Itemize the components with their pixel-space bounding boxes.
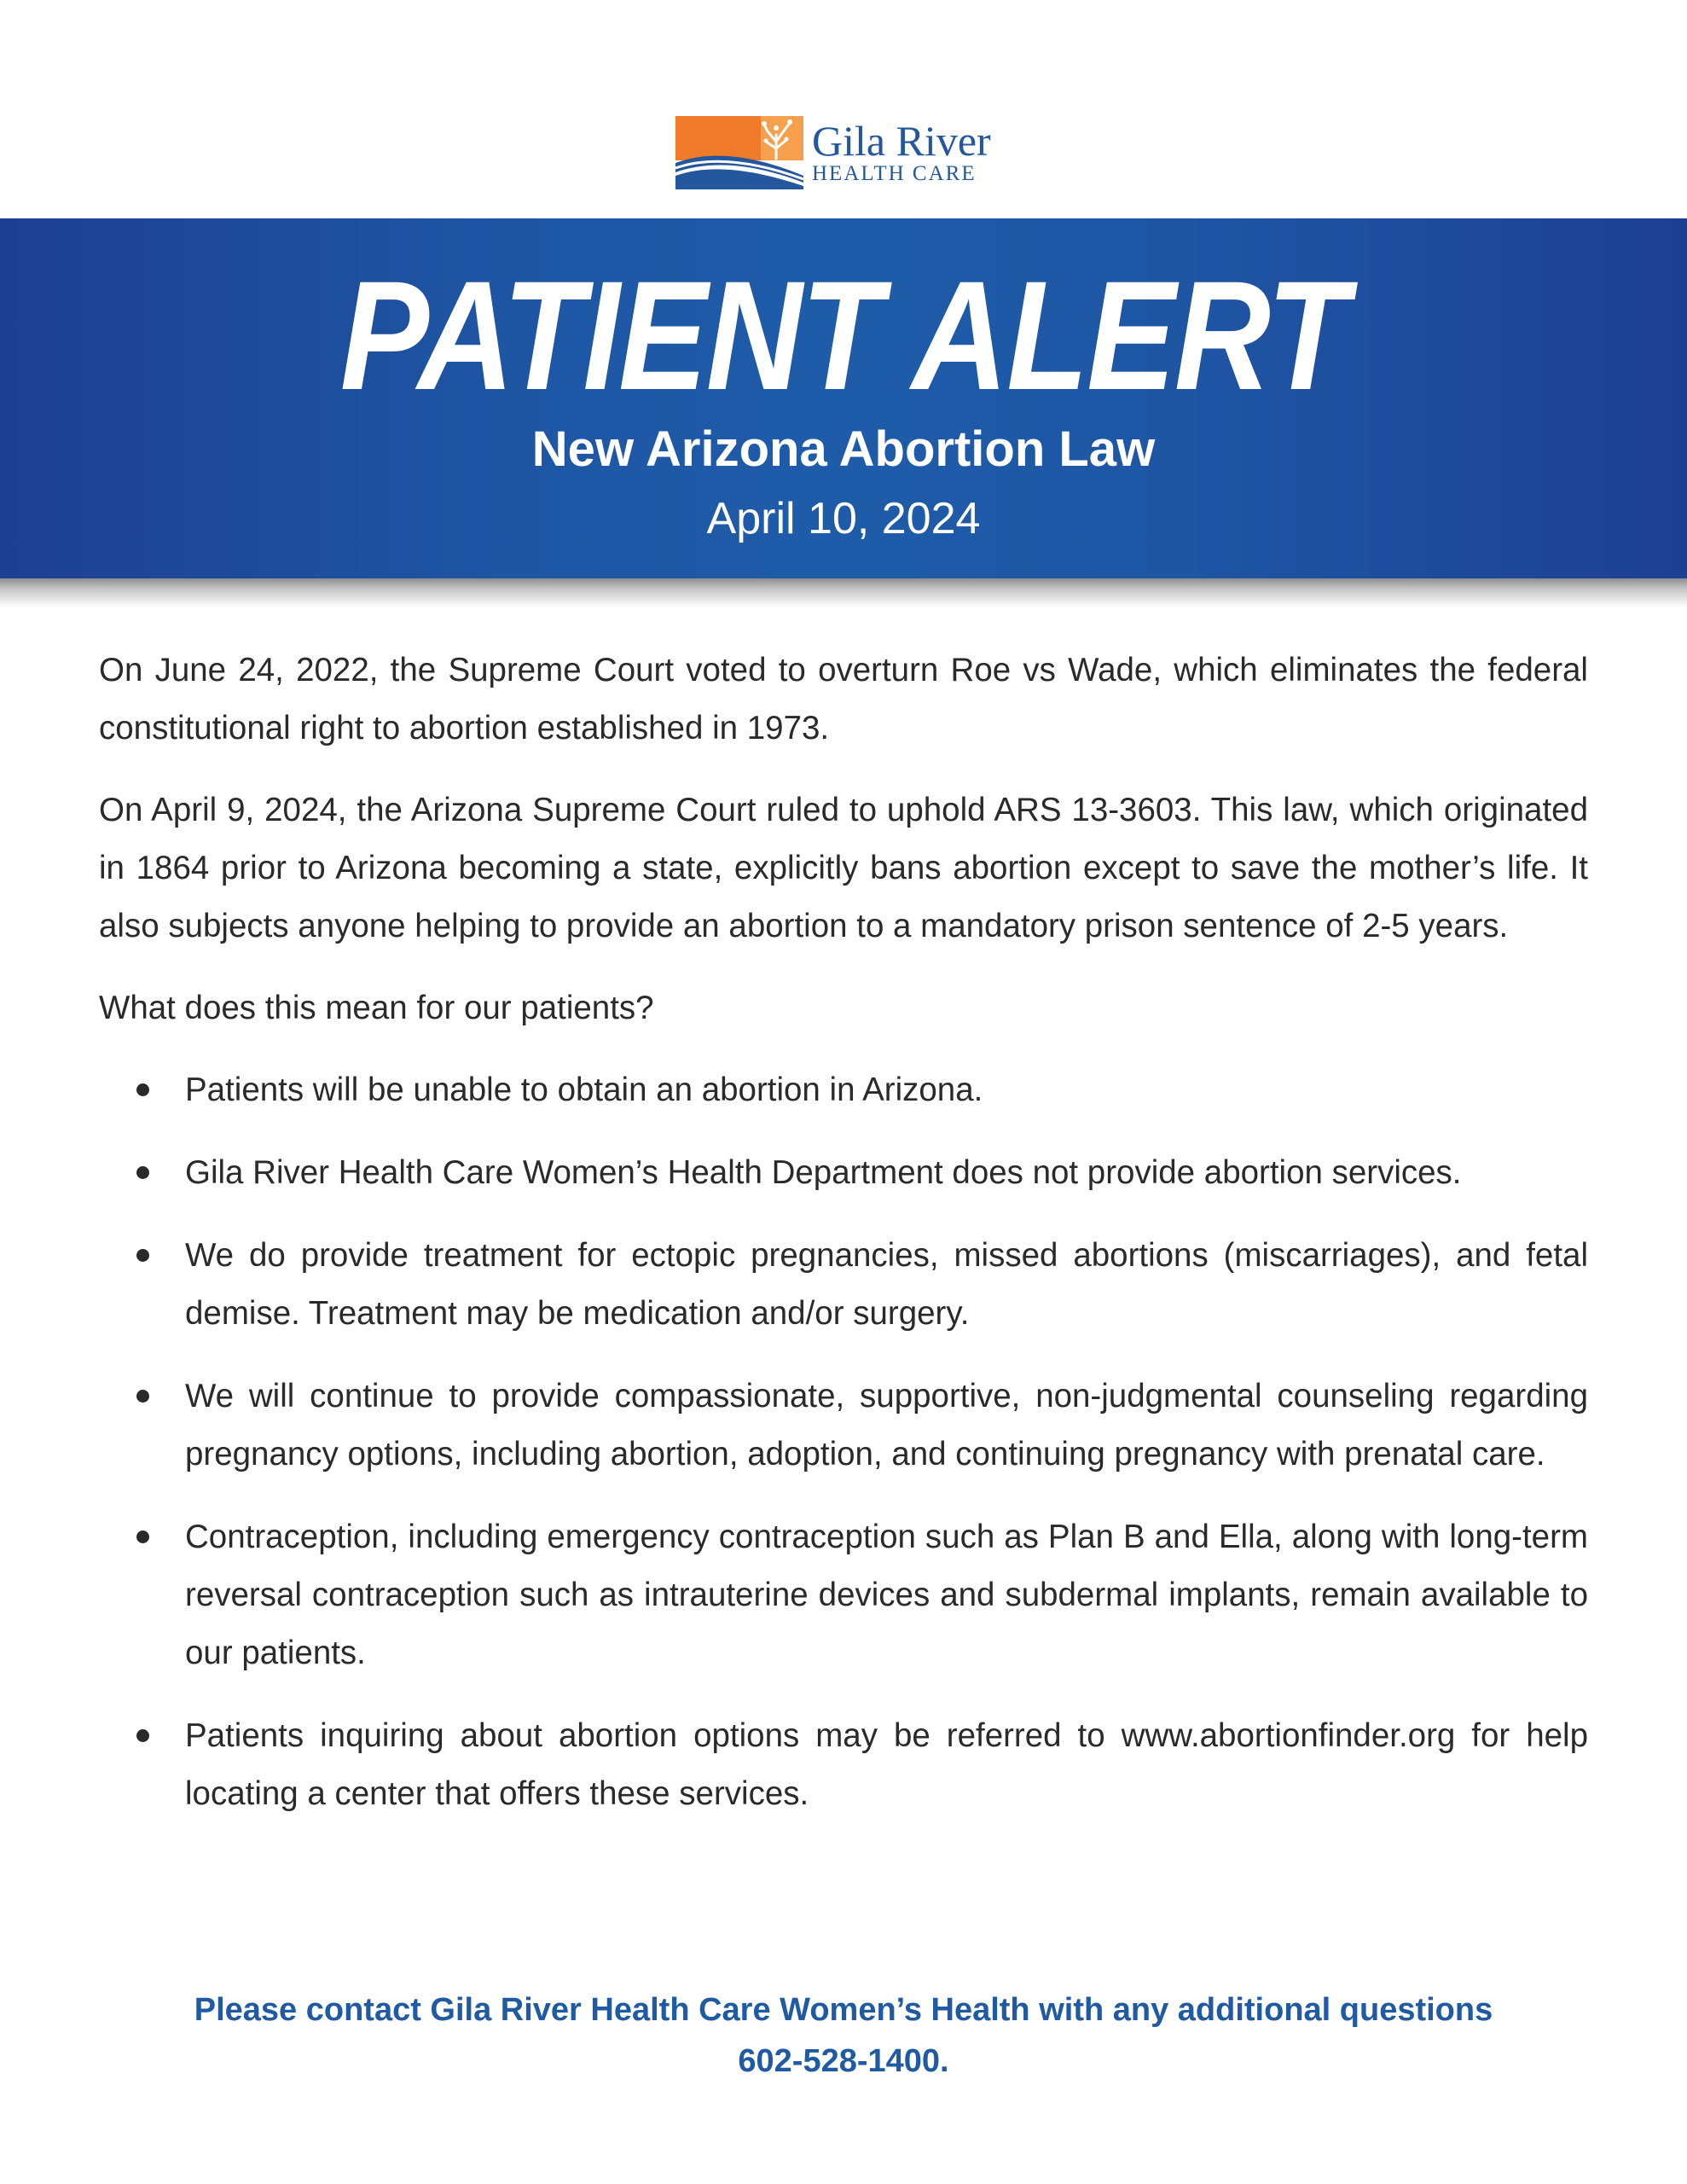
bullet-icon [136,1531,149,1543]
alert-title: PATIENT ALERT [339,248,1348,422]
bullet-icon [136,1166,149,1179]
paragraph-arizona-ruling: On April 9, 2024, the Arizona Supreme Court ruled to uphold ARS 13-3603. This law, which originated in 1864 prior to Arizona becoming a state, explicitly bans abortion except to save the mother’s life. It also subjects anyone helping to provide an abortion to a mandatory prison sentence of 2-5 years. [99,792,1588,944]
alert-body [99,642,1588,1848]
banner-shadow [0,578,1687,607]
bullet-icon [136,1729,149,1742]
bullet-icon [136,1390,149,1403]
list-item-text: Patients inquiring about abortion options may be referred to www.abortionfinder.org for help locating a center that offers these services. [185,1717,1588,1812]
bullet-icon [136,1083,149,1096]
alert-banner [0,218,1687,578]
list-item [99,1061,1588,1119]
patients-question: What does this mean for our patients? [99,990,654,1026]
alert-date: April 10, 2024 [706,494,981,543]
list-item-text: We do provide treatment for ectopic pregnancies, missed abortions (miscarriages), and fetal demise. Treatment may be medication and/or surgery. [185,1237,1588,1332]
logo-mark-icon [675,116,803,189]
list-item-text: Gila River Health Care Women’s Health Department does not provide abortion services. [185,1154,1462,1191]
alert-subtitle: New Arizona Abortion Law [531,421,1156,477]
contact-line: Please contact Gila River Health Care Women’s Health with any additional questions [194,1992,1493,2028]
list-item [99,1368,1588,1484]
list-item-text: Contraception, including emergency contraception such as Plan B and Ella, along with long-term reversal contraception such as intrauterine devices and subdermal implants, remain available to our patients. [185,1519,1588,1671]
paragraph-roe-v-wade: On June 24, 2022, the Supreme Court voted to overturn Roe vs Wade, which eliminates the federal constitutional right to abortion established in 1973. [99,652,1588,746]
logo-subtitle: HEALTH CARE [812,162,977,185]
contact-footer [0,1984,1687,2087]
list-item [99,1144,1588,1202]
logo-name: Gila River [812,117,991,165]
patient-impact-list [99,1061,1588,1823]
list-item [99,1707,1588,1823]
bullet-icon [136,1249,149,1262]
list-item-text: We will continue to provide compassionate, supportive, non-judgmental counseling regarding pregnancy options, including abortion, adoption, and continuing pregnancy with prenatal care. [185,1378,1588,1472]
gila-river-logo [675,116,1025,189]
contact-phone: 602-528-1400. [738,2043,949,2079]
logo-text [812,119,991,186]
list-item [99,1227,1588,1343]
list-item-text: Patients will be unable to obtain an abortion in Arizona. [185,1072,983,1108]
list-item [99,1508,1588,1682]
